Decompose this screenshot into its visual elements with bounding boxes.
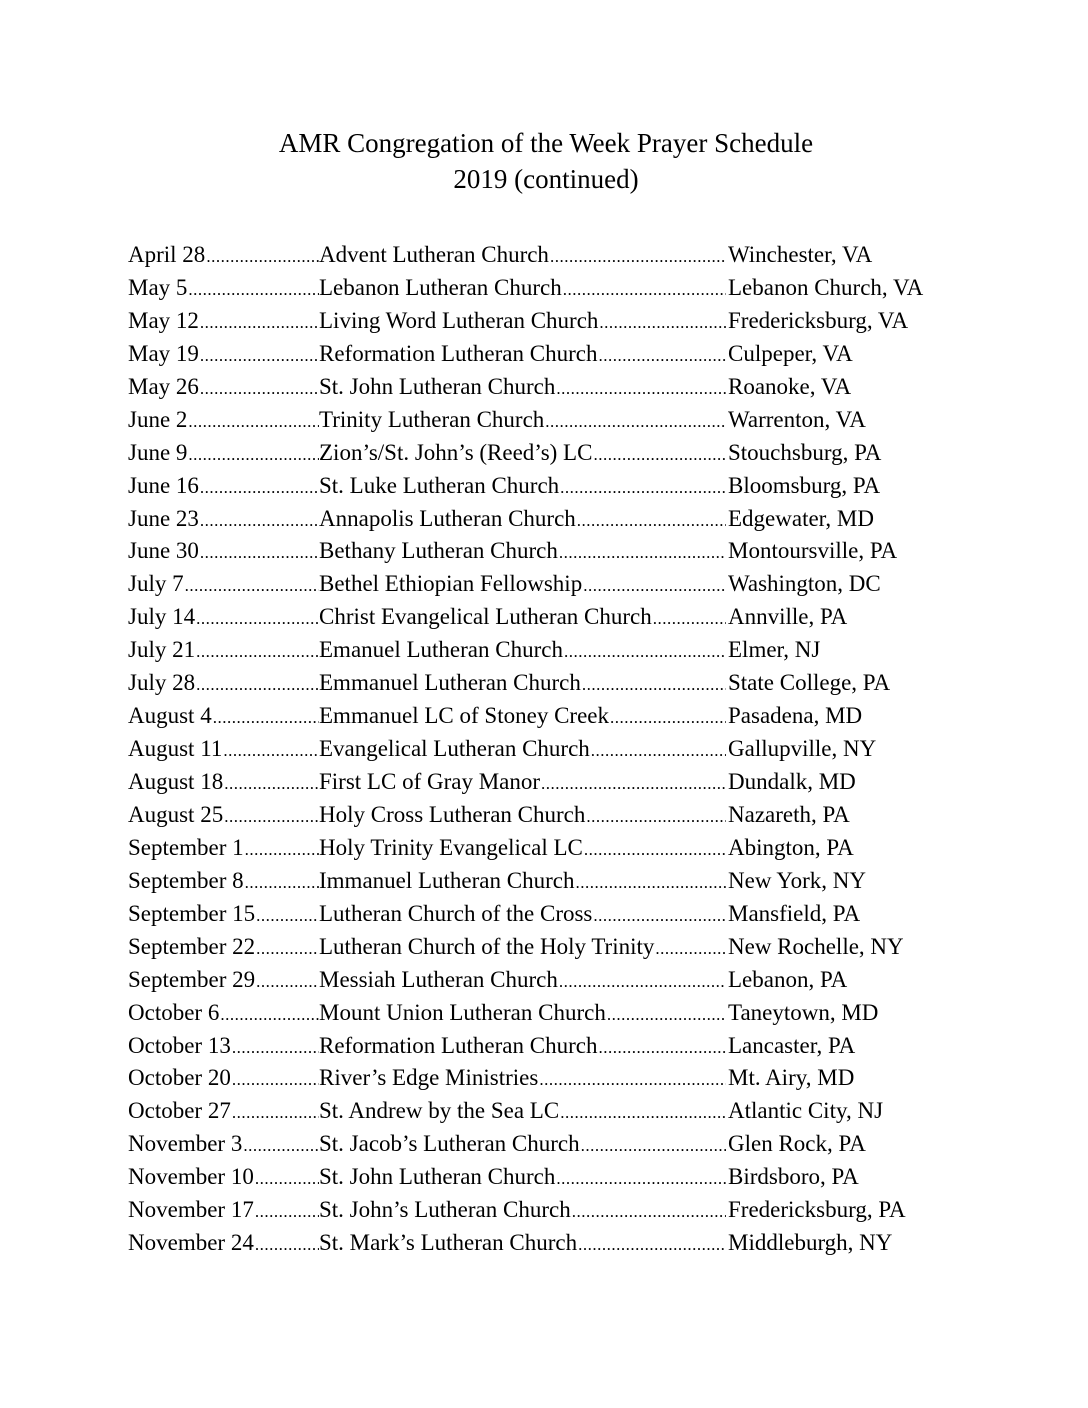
- church-cell: [319, 1095, 726, 1127]
- dot-leader: [196, 636, 319, 666]
- dot-leader: [593, 439, 726, 469]
- dot-leader: [582, 669, 726, 699]
- schedule-row-3: [128, 305, 948, 338]
- schedule-row-6: [128, 404, 948, 437]
- dot-leader: [598, 1032, 726, 1062]
- church-cell: [319, 865, 726, 897]
- dot-leader: [583, 570, 726, 600]
- dot-leader: [539, 1064, 726, 1094]
- schedule-date: November 17: [128, 1194, 255, 1226]
- dot-leader: [577, 505, 726, 535]
- schedule-row-29: [128, 1161, 948, 1194]
- church-location: State College, PA: [728, 667, 891, 699]
- schedule-row-12: [128, 601, 948, 634]
- location-cell: [728, 535, 968, 567]
- page-title: AMR Congregation of the Week Prayer Schedule: [278, 128, 814, 158]
- dot-leader: [545, 406, 726, 436]
- church-cell: [319, 470, 726, 502]
- date-cell: [128, 239, 319, 271]
- church-cell: [319, 535, 726, 567]
- schedule-row-16: [128, 733, 948, 766]
- church-name: Immanuel Lutheran Church: [319, 865, 575, 897]
- date-cell: [128, 667, 319, 699]
- schedule-date: September 29: [128, 964, 256, 996]
- church-cell: [319, 404, 726, 436]
- church-cell: [319, 634, 726, 666]
- prayer-schedule-list: [128, 239, 948, 1260]
- location-cell: [728, 239, 968, 271]
- date-cell: [128, 898, 319, 930]
- location-cell: [728, 371, 968, 403]
- schedule-date: October 27: [128, 1095, 232, 1127]
- schedule-row-14: [128, 667, 948, 700]
- church-location: Fredericksburg, VA: [728, 305, 909, 337]
- location-cell: [728, 338, 968, 370]
- church-name: Messiah Lutheran Church: [319, 964, 559, 996]
- church-location: Lebanon Church, VA: [728, 272, 924, 304]
- dot-leader: [256, 966, 319, 996]
- schedule-date: May 19: [128, 338, 200, 370]
- church-cell: [319, 305, 726, 337]
- dot-leader: [559, 537, 726, 567]
- church-location: Gallupville, NY: [728, 733, 877, 765]
- church-cell: [319, 568, 726, 600]
- church-location: Bloomsburg, PA: [728, 470, 881, 502]
- schedule-date: September 22: [128, 931, 256, 963]
- dot-leader: [232, 1064, 319, 1094]
- dot-leader: [607, 999, 726, 1029]
- church-location: Nazareth, PA: [728, 799, 851, 831]
- church-location: Montoursville, PA: [728, 535, 898, 567]
- church-location: Warrenton, VA: [728, 404, 867, 436]
- church-location: Dundalk, MD: [728, 766, 857, 798]
- dot-leader: [200, 373, 319, 403]
- date-cell: [128, 733, 319, 765]
- dot-leader: [255, 1229, 319, 1259]
- church-cell: [319, 799, 726, 831]
- dot-leader: [256, 900, 319, 930]
- church-location: Lancaster, PA: [728, 1030, 856, 1062]
- dot-leader: [220, 999, 319, 1029]
- date-cell: [128, 832, 319, 864]
- church-name: Emanuel Lutheran Church: [319, 634, 564, 666]
- dot-leader: [245, 867, 319, 897]
- schedule-date: November 24: [128, 1227, 255, 1259]
- schedule-row-22: [128, 931, 948, 964]
- location-cell: [728, 733, 968, 765]
- date-cell: [128, 601, 319, 633]
- church-cell: [319, 1062, 726, 1094]
- church-location: Roanoke, VA: [728, 371, 852, 403]
- schedule-date: August 18: [128, 766, 224, 798]
- schedule-date: June 23: [128, 503, 200, 535]
- schedule-row-25: [128, 1030, 948, 1063]
- dot-leader: [584, 834, 726, 864]
- church-cell: [319, 601, 726, 633]
- location-cell: [728, 997, 968, 1029]
- schedule-row-30: [128, 1194, 948, 1227]
- dot-leader: [575, 867, 726, 897]
- date-cell: [128, 437, 319, 469]
- church-location: Lebanon, PA: [728, 964, 848, 996]
- dot-leader: [655, 933, 726, 963]
- church-name: Reformation Lutheran Church: [319, 1030, 598, 1062]
- dot-leader: [200, 307, 319, 337]
- schedule-date: June 16: [128, 470, 200, 502]
- church-location: Washington, DC: [728, 568, 882, 600]
- date-cell: [128, 799, 319, 831]
- church-name: Holy Trinity Evangelical LC: [319, 832, 584, 864]
- church-name: Holy Cross Lutheran Church: [319, 799, 586, 831]
- date-cell: [128, 338, 319, 370]
- dot-leader: [572, 1196, 726, 1226]
- church-cell: [319, 338, 726, 370]
- dot-leader: [188, 439, 319, 469]
- location-cell: [728, 1161, 968, 1193]
- date-cell: [128, 997, 319, 1029]
- location-cell: [728, 503, 968, 535]
- church-name: St. John Lutheran Church: [319, 1161, 556, 1193]
- dot-leader: [256, 933, 319, 963]
- schedule-row-28: [128, 1128, 948, 1161]
- church-cell: [319, 766, 726, 798]
- location-cell: [728, 898, 968, 930]
- schedule-row-1: [128, 239, 948, 272]
- dot-leader: [578, 1229, 726, 1259]
- church-name: Mount Union Lutheran Church: [319, 997, 607, 1029]
- church-name: St. John’s Lutheran Church: [319, 1194, 572, 1226]
- schedule-row-10: [128, 535, 948, 568]
- location-cell: [728, 1128, 968, 1160]
- church-name: St. John Lutheran Church: [319, 371, 556, 403]
- schedule-date: July 21: [128, 634, 196, 666]
- schedule-date: September 15: [128, 898, 256, 930]
- dot-leader: [581, 1130, 726, 1160]
- dot-leader: [550, 241, 726, 271]
- schedule-row-13: [128, 634, 948, 667]
- date-cell: [128, 1161, 319, 1193]
- church-cell: [319, 503, 726, 535]
- dot-leader: [653, 603, 726, 633]
- date-cell: [128, 305, 319, 337]
- church-location: Glen Rock, PA: [728, 1128, 867, 1160]
- church-cell: [319, 997, 726, 1029]
- dot-leader: [245, 834, 319, 864]
- location-cell: [728, 700, 968, 732]
- church-cell: [319, 239, 726, 271]
- dot-leader: [200, 505, 319, 535]
- location-cell: [728, 1227, 968, 1259]
- schedule-date: November 10: [128, 1161, 255, 1193]
- schedule-date: August 11: [128, 733, 223, 765]
- dot-leader: [564, 636, 726, 666]
- schedule-row-4: [128, 338, 948, 371]
- date-cell: [128, 470, 319, 502]
- church-location: Abington, PA: [728, 832, 855, 864]
- dot-leader: [188, 274, 319, 304]
- church-name: Evangelical Lutheran Church: [319, 733, 591, 765]
- dot-leader: [598, 340, 726, 370]
- church-location: New York, NY: [728, 865, 867, 897]
- church-location: Fredericksburg, PA: [728, 1194, 907, 1226]
- church-location: Stouchsburg, PA: [728, 437, 882, 469]
- location-cell: [728, 964, 968, 996]
- schedule-row-18: [128, 799, 948, 832]
- church-location: New Rochelle, NY: [728, 931, 905, 963]
- location-cell: [728, 470, 968, 502]
- church-cell: [319, 1030, 726, 1062]
- church-cell: [319, 1128, 726, 1160]
- dot-leader: [213, 702, 319, 732]
- dot-leader: [593, 900, 726, 930]
- church-cell: [319, 931, 726, 963]
- schedule-date: June 2: [128, 404, 188, 436]
- schedule-row-7: [128, 437, 948, 470]
- church-name: First LC of Gray Manor: [319, 766, 541, 798]
- schedule-date: June 30: [128, 535, 200, 567]
- church-cell: [319, 371, 726, 403]
- location-cell: [728, 766, 968, 798]
- dot-leader: [232, 1097, 319, 1127]
- dot-leader: [243, 1130, 319, 1160]
- dot-leader: [255, 1163, 319, 1193]
- schedule-row-5: [128, 371, 948, 404]
- date-cell: [128, 964, 319, 996]
- date-cell: [128, 931, 319, 963]
- church-name: Reformation Lutheran Church: [319, 338, 598, 370]
- church-name: Lebanon Lutheran Church: [319, 272, 563, 304]
- title-block: [0, 125, 1088, 197]
- location-cell: [728, 1030, 968, 1062]
- page-subtitle: 2019 (continued): [453, 164, 639, 194]
- location-cell: [728, 601, 968, 633]
- schedule-row-8: [128, 470, 948, 503]
- church-location: Mt. Airy, MD: [728, 1062, 855, 1094]
- church-location: Taneytown, MD: [728, 997, 879, 1029]
- schedule-row-24: [128, 997, 948, 1030]
- date-cell: [128, 1227, 319, 1259]
- schedule-date: August 4: [128, 700, 213, 732]
- church-name: Bethel Ethiopian Fellowship: [319, 568, 583, 600]
- location-cell: [728, 832, 968, 864]
- location-cell: [728, 667, 968, 699]
- location-cell: [728, 272, 968, 304]
- dot-leader: [206, 241, 319, 271]
- church-name: Lutheran Church of the Holy Trinity: [319, 931, 655, 963]
- dot-leader: [200, 340, 319, 370]
- date-cell: [128, 1030, 319, 1062]
- location-cell: [728, 1194, 968, 1226]
- date-cell: [128, 568, 319, 600]
- location-cell: [728, 1062, 968, 1094]
- church-location: Annville, PA: [728, 601, 848, 633]
- location-cell: [728, 437, 968, 469]
- schedule-date: October 13: [128, 1030, 232, 1062]
- schedule-row-23: [128, 964, 948, 997]
- schedule-row-20: [128, 865, 948, 898]
- schedule-row-11: [128, 568, 948, 601]
- date-cell: [128, 1062, 319, 1094]
- dot-leader: [232, 1032, 319, 1062]
- location-cell: [728, 799, 968, 831]
- dot-leader: [599, 307, 726, 337]
- schedule-row-2: [128, 272, 948, 305]
- schedule-row-31: [128, 1227, 948, 1260]
- date-cell: [128, 272, 319, 304]
- church-location: Atlantic City, NJ: [728, 1095, 884, 1127]
- church-cell: [319, 667, 726, 699]
- schedule-row-19: [128, 832, 948, 865]
- location-cell: [728, 865, 968, 897]
- dot-leader: [224, 768, 319, 798]
- dot-leader: [188, 406, 319, 436]
- date-cell: [128, 404, 319, 436]
- church-location: Pasadena, MD: [728, 700, 863, 732]
- church-name: Emmanuel LC of Stoney Creek: [319, 700, 610, 732]
- church-name: Living Word Lutheran Church: [319, 305, 599, 337]
- dot-leader: [563, 274, 726, 304]
- church-name: Annapolis Lutheran Church: [319, 503, 577, 535]
- date-cell: [128, 1128, 319, 1160]
- date-cell: [128, 634, 319, 666]
- church-name: St. Jacob’s Lutheran Church: [319, 1128, 581, 1160]
- schedule-row-17: [128, 766, 948, 799]
- date-cell: [128, 700, 319, 732]
- schedule-date: April 28: [128, 239, 206, 271]
- date-cell: [128, 766, 319, 798]
- church-cell: [319, 964, 726, 996]
- church-name: Lutheran Church of the Cross: [319, 898, 593, 930]
- dot-leader: [559, 966, 726, 996]
- schedule-date: May 12: [128, 305, 200, 337]
- schedule-date: August 25: [128, 799, 224, 831]
- dot-leader: [556, 1163, 726, 1193]
- church-name: Advent Lutheran Church: [319, 239, 550, 271]
- schedule-date: July 28: [128, 667, 196, 699]
- church-location: Edgewater, MD: [728, 503, 875, 535]
- schedule-date: May 5: [128, 272, 188, 304]
- schedule-date: June 9: [128, 437, 188, 469]
- church-name: Bethany Lutheran Church: [319, 535, 559, 567]
- church-location: Birdsboro, PA: [728, 1161, 860, 1193]
- church-cell: [319, 437, 726, 469]
- dot-leader: [196, 669, 319, 699]
- dot-leader: [200, 537, 319, 567]
- church-name: Christ Evangelical Lutheran Church: [319, 601, 653, 633]
- schedule-date: October 6: [128, 997, 220, 1029]
- church-cell: [319, 733, 726, 765]
- schedule-date: July 7: [128, 568, 185, 600]
- location-cell: [728, 404, 968, 436]
- dot-leader: [560, 1097, 726, 1127]
- schedule-date: September 1: [128, 832, 245, 864]
- schedule-row-21: [128, 898, 948, 931]
- date-cell: [128, 371, 319, 403]
- dot-leader: [223, 735, 319, 765]
- date-cell: [128, 865, 319, 897]
- dot-leader: [224, 801, 319, 831]
- schedule-row-9: [128, 503, 948, 536]
- dot-leader: [610, 702, 726, 732]
- church-name: Emmanuel Lutheran Church: [319, 667, 582, 699]
- church-name: St. Luke Lutheran Church: [319, 470, 560, 502]
- schedule-date: May 26: [128, 371, 200, 403]
- dot-leader: [556, 373, 726, 403]
- schedule-date: July 14: [128, 601, 196, 633]
- church-cell: [319, 1161, 726, 1193]
- church-name: Zion’s/St. John’s (Reed’s) LC: [319, 437, 593, 469]
- date-cell: [128, 1095, 319, 1127]
- location-cell: [728, 568, 968, 600]
- church-cell: [319, 1227, 726, 1259]
- dot-leader: [196, 603, 319, 633]
- date-cell: [128, 535, 319, 567]
- location-cell: [728, 634, 968, 666]
- dot-leader: [586, 801, 726, 831]
- church-location: Middleburgh, NY: [728, 1227, 893, 1259]
- church-name: St. Andrew by the Sea LC: [319, 1095, 560, 1127]
- schedule-row-26: [128, 1062, 948, 1095]
- dot-leader: [200, 472, 319, 502]
- location-cell: [728, 1095, 968, 1127]
- schedule-row-15: [128, 700, 948, 733]
- schedule-row-27: [128, 1095, 948, 1128]
- dot-leader: [541, 768, 726, 798]
- church-location: Elmer, NJ: [728, 634, 821, 666]
- church-cell: [319, 1194, 726, 1226]
- church-cell: [319, 832, 726, 864]
- dot-leader: [560, 472, 726, 502]
- church-location: Culpeper, VA: [728, 338, 854, 370]
- church-cell: [319, 700, 726, 732]
- location-cell: [728, 305, 968, 337]
- location-cell: [728, 931, 968, 963]
- dot-leader: [591, 735, 726, 765]
- church-cell: [319, 898, 726, 930]
- church-name: River’s Edge Ministries: [319, 1062, 539, 1094]
- dot-leader: [255, 1196, 319, 1226]
- church-cell: [319, 272, 726, 304]
- church-name: St. Mark’s Lutheran Church: [319, 1227, 578, 1259]
- schedule-date: September 8: [128, 865, 245, 897]
- date-cell: [128, 503, 319, 535]
- church-location: Winchester, VA: [728, 239, 873, 271]
- schedule-date: October 20: [128, 1062, 232, 1094]
- dot-leader: [185, 570, 319, 600]
- schedule-date: November 3: [128, 1128, 243, 1160]
- church-name: Trinity Lutheran Church: [319, 404, 545, 436]
- date-cell: [128, 1194, 319, 1226]
- church-location: Mansfield, PA: [728, 898, 861, 930]
